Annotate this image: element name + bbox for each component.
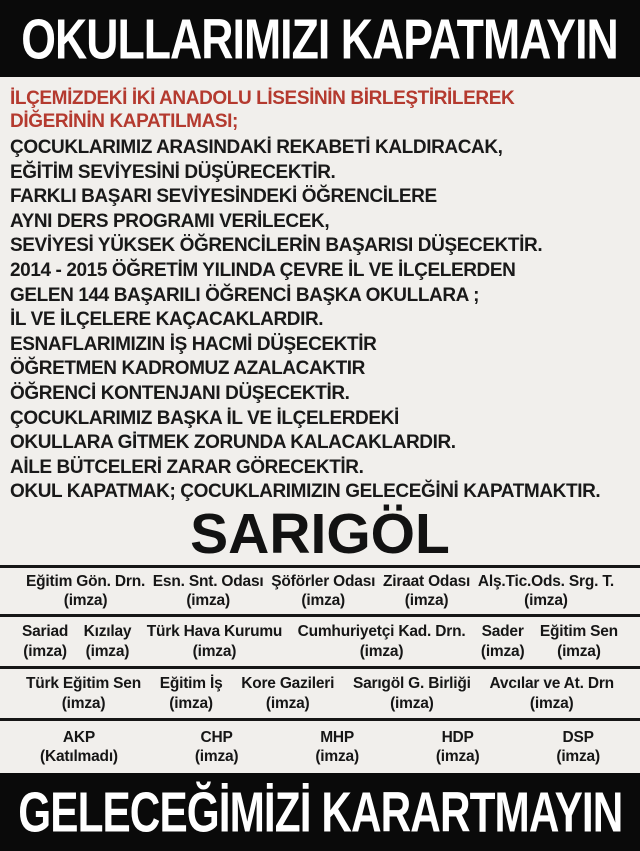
signature-cell xyxy=(481,622,525,661)
body-line: AYNI DERS PROGRAMI VERİLECEK, xyxy=(10,210,330,232)
organization-name: Esn. Snt. Odası xyxy=(152,572,264,590)
body-line: GELEN 144 BAŞARILI ÖĞRENCİ BAŞKA OKULLARA ; xyxy=(10,284,480,306)
bottom-banner xyxy=(0,773,640,851)
signature-cell xyxy=(147,622,282,661)
signature-status: (imza) xyxy=(194,748,239,765)
signature-cell xyxy=(489,674,613,713)
organization-name: Türk Hava Kurumu xyxy=(146,623,283,640)
organization-name: Sariad xyxy=(22,623,69,640)
signature-cell xyxy=(478,572,614,611)
organization-name: Eğitim Sen xyxy=(539,623,618,640)
body-line: OKUL KAPATMAK; ÇOCUKLARIMIZIN GELECEĞİNİ KAPATMAKTIR. xyxy=(10,481,601,503)
signature-status: (imza) xyxy=(169,694,213,712)
red-headline-line: İLÇEMİZDEKİ İKİ ANADOLU LİSESİNİN BİRLEŞTİRİLEREK xyxy=(10,88,515,109)
signature-status: (imza) xyxy=(404,592,449,609)
signature-row xyxy=(0,565,640,614)
body-line: ESNAFLARIMIZIN İŞ HACMİ DÜŞECEKTİR xyxy=(10,333,377,355)
signature-status: (imza) xyxy=(85,642,130,660)
red-headline-line: DİĞERİNİN KAPATILMASI; xyxy=(10,111,238,132)
signature-status: (imza) xyxy=(301,592,346,609)
organization-name: Ziraat Odası xyxy=(382,572,471,590)
organization-name: Kızılay xyxy=(83,623,132,640)
organization-name: Alş.Tic.Ods. Srg. T. xyxy=(477,572,614,590)
body-line: OKULLARA GİTMEK ZORUNDA KALACAKLARDIR. xyxy=(10,432,456,454)
signature-cell xyxy=(40,728,118,767)
signature-cell xyxy=(84,622,132,661)
party-name: AKP xyxy=(62,728,96,746)
party-name: MHP xyxy=(320,728,355,746)
signature-cell xyxy=(271,572,375,611)
body-line: FARKLI BAŞARI SEVİYESİNDEKİ ÖĞRENCİLERE xyxy=(10,186,437,208)
organization-name: Türk Eğitim Sen xyxy=(26,675,141,692)
signature-row xyxy=(0,614,640,666)
signature-cell xyxy=(22,622,68,661)
signature-status: (imza) xyxy=(23,642,67,660)
organization-name: Sader xyxy=(481,623,524,640)
organization-name: Kore Gazileri xyxy=(241,675,335,692)
signature-status: (imza) xyxy=(435,748,480,765)
signature-table xyxy=(0,565,640,773)
body-line: AİLE BÜTCELERİ ZARAR GÖRECEKTİR. xyxy=(10,456,364,478)
signature-cell xyxy=(241,674,334,713)
signature-cell xyxy=(153,572,264,611)
signature-status: (imza) xyxy=(315,748,359,765)
body-line: 2014 - 2015 ÖĞRETİM YILINDA ÇEVRE İL VE İLÇELERDEN xyxy=(10,259,516,281)
signature-status: (imza) xyxy=(524,592,568,609)
signature-status: (imza) xyxy=(63,592,108,609)
red-headline xyxy=(10,87,636,133)
party-name: HDP xyxy=(441,728,474,746)
signature-status: (imza) xyxy=(557,642,601,660)
signature-status: (imza) xyxy=(359,642,404,660)
signature-status: (imza) xyxy=(192,642,237,660)
signature-cell xyxy=(315,728,359,767)
bottom-banner-text: GELECEĞİMİZİ KARARTMAYIN xyxy=(17,780,623,844)
signature-status: (imza) xyxy=(186,592,230,609)
signature-status: (imza) xyxy=(265,694,310,712)
signature-cell xyxy=(26,572,145,611)
signature-cell xyxy=(26,674,141,713)
signature-cell xyxy=(195,728,239,767)
signature-cell xyxy=(436,728,480,767)
signature-status: (imza) xyxy=(480,642,525,660)
signature-cell xyxy=(383,572,470,611)
organization-name: Cumhuriyetçi Kad. Drn. xyxy=(297,623,466,640)
signature-cell xyxy=(556,728,600,767)
body-line: ÖĞRENCİ KONTENJANI DÜŞECEKTİR. xyxy=(10,382,350,404)
top-banner xyxy=(0,0,640,77)
signature-cell xyxy=(298,622,466,661)
signature-status: (Katılmadı) xyxy=(40,748,118,765)
signature-cell xyxy=(160,674,223,713)
body-line: EĞİTİM SEVİYESİNİ DÜŞÜRECEKTİR. xyxy=(10,161,336,183)
signature-status: (imza) xyxy=(390,694,434,712)
signature-status: (imza) xyxy=(529,694,574,712)
signature-row xyxy=(0,718,640,773)
signature-row xyxy=(0,666,640,718)
signature-status: (imza) xyxy=(61,694,106,712)
top-banner-text: OKULLARIMIZI KAPATMAYIN xyxy=(21,6,619,71)
body-line: SEVİYESİ YÜKSEK ÖĞRENCİLERİN BAŞARISI DÜŞECEKTİR. xyxy=(10,235,543,257)
organization-name: Sarıgöl G. Birliği xyxy=(352,675,471,692)
signature-cell xyxy=(353,674,471,713)
party-name: DSP xyxy=(562,728,594,746)
signature-cell xyxy=(540,622,618,661)
party-name: CHP xyxy=(200,728,233,746)
body-text-block xyxy=(0,77,640,505)
organization-name: Eğitim Gön. Drn. xyxy=(26,572,146,590)
town-title: SARIGÖL xyxy=(190,502,450,566)
organization-name: Şöförler Odası xyxy=(271,572,376,590)
organization-name: Avcılar ve At. Drn xyxy=(489,675,614,692)
body-line: ÇOCUKLARIMIZ ARASINDAKİ REKABETİ KALDIRACAK, xyxy=(10,137,503,158)
signature-status: (imza) xyxy=(556,748,600,765)
body-line: ÖĞRETMEN KADROMUZ AZALACAKTIR xyxy=(10,358,365,380)
body-line: ÇOCUKLARIMIZ BAŞKA İL VE İLÇELERDEKİ xyxy=(10,407,399,429)
body-line: İL VE İLÇELERE KAÇACAKLARDIR. xyxy=(10,309,324,331)
organization-name: Eğitim İş xyxy=(159,675,223,692)
